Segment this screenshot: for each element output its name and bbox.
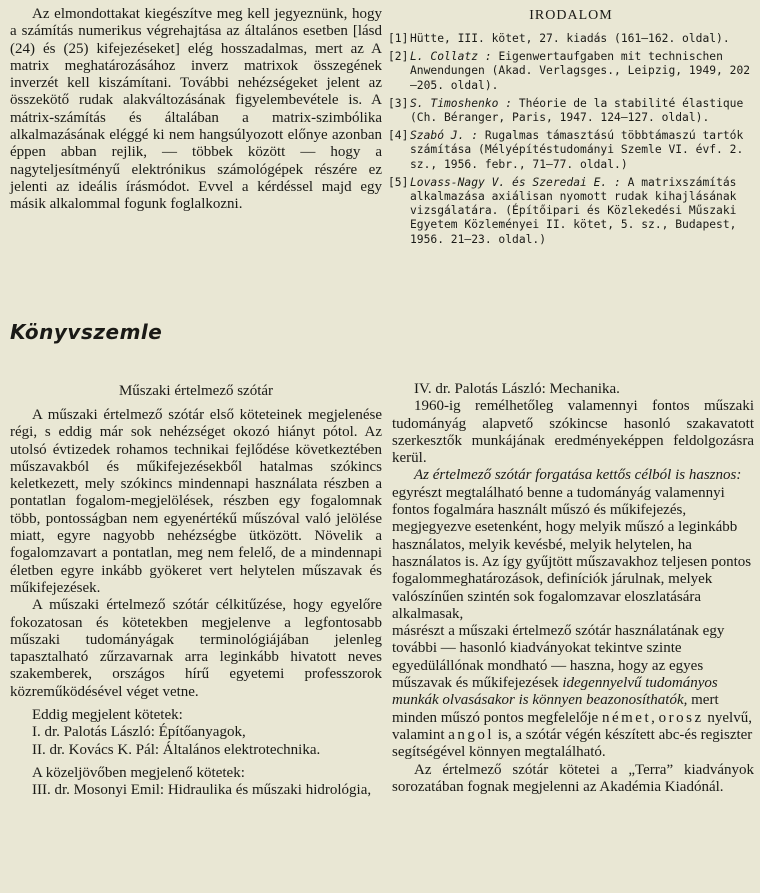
reference-body: [410, 97, 754, 125]
reference-text: Hütte, III. kötet, 27. kiadás (161—162. oldal).: [410, 32, 730, 45]
reference-text: Eigenwertaufgaben mit technischen Anwendungen (Akad. Verlagsges., Leipzig, 1949, 202—205. oldal).: [410, 50, 751, 92]
upcoming-label: A közeljövőben megjelenő kötetek:: [32, 764, 245, 781]
reference-body: [410, 129, 754, 172]
references-block: [388, 8, 754, 251]
reference-number: [1]: [388, 32, 409, 45]
reason-2-part-c: nyelvű, valamint: [392, 709, 752, 743]
reference-number: [5]: [388, 175, 409, 189]
language-russian: orosz: [658, 709, 704, 726]
section-title: Könyvszemle: [10, 320, 163, 344]
intro-column: [10, 6, 382, 214]
references-list: [388, 32, 754, 247]
reference-text: Théorie de la stabilité élastique (Ch. Béranger, Paris, 1947. 124—127. oldal).: [410, 96, 744, 125]
reference-body: [410, 50, 754, 93]
reference-item: [388, 97, 754, 125]
reference-author: Lovass-Nagy V. és Szeredai E. :: [410, 175, 621, 189]
reference-item: [388, 50, 754, 93]
article-paragraph-2: A műszaki értelmező szótár célkitűzése, hogy egyelőre fokozatosan és kötetekben megjelenve a legfontosabb műszaki tudományágak terminológiájában jelenleg tapasztalható zűrzavarnak arra leginkább hivatott neves szakemberek, országos hírű egyetemi professzorok közreműködésével véget vetne.: [10, 597, 382, 700]
published-label: Eddig megjelent kötetek:: [32, 707, 183, 724]
reference-number: [4]: [388, 129, 409, 143]
volume-2: II. dr. Kovács K. Pál: Általános elektrotechnika.: [32, 741, 321, 758]
reason-2-part-d: is, a szótár végén készített abc-és regiszter segítségével könnyen megtalálható.: [392, 726, 753, 761]
reason-2-part-a: másrészt a műszaki értelmező szótár használatának egy további — hasonló kiadványokat tekintve szinte egyedülállónak mondható — haszna, hogy az egyes műszavak és műkifejezések: [392, 623, 725, 692]
reference-item: [388, 176, 754, 247]
article-paragraph-3: 1960-ig remélhetőleg valamennyi fontos műszaki tudományág alapvető szókincse hasonló szakavatott szerkesztők munkájának eredményeképpen feldolgozásra kerül.: [392, 398, 754, 467]
article-title: Műszaki értelmező szótár: [118, 383, 274, 399]
reason-2-emphasis: idegennyelvű tudományos munkák olvasásakor is könnyen beazonosíthatók,: [392, 675, 718, 709]
article-left-column: [10, 383, 382, 800]
reason-1: egyrészt megtalálható benne a tudományág valamennyi fontos fogalmára használt műszó és műkifejezés, megjegyezve esetenként, hogy melyik műszó a leginkább használatos, melyik kevésbé, melyik helytelen, ha használatos is. Az így gyűjtött műszavakhoz teljesen pontos fogalommeghatározások, definíciók járulnak, melyek valószínűen szintén sok fogalomzavar eloszlatására alkalmasak,: [392, 484, 752, 622]
closing-paragraph: Az értelmező szótár kötetei a „Terra” kiadványok sorozatában fognak megjelenni az Akadémia Kiadónál.: [392, 761, 754, 795]
language-german: német: [601, 709, 652, 726]
dual-use-heading: Az értelmező szótár forgatása kettős célból is hasznos:: [414, 467, 742, 484]
article-right-column: [392, 381, 754, 796]
reference-author: S. Timoshenko :: [410, 96, 513, 110]
references-title: IRODALOM: [529, 8, 613, 23]
reference-body: [410, 176, 754, 247]
reference-body: [410, 32, 754, 46]
reference-text: Rugalmas támasztású többtámaszú tartók számítása (Mélyépítéstudományi Szemle VI. évf. 2. sz., 1956. febr., 71—77. oldal.): [410, 129, 744, 171]
reference-author: L. Collatz :: [410, 50, 492, 64]
intro-paragraph: Az elmondottakat kiegészítve meg kell jegyeznünk, hogy a számítás numerikus végrehajtása az általános esetben [lásd (24) és (25) kifejezéseket] elég hosszadalmas, mert az A matrix meghatározásához inverz matrixok összegének inverzét kell kiszámítani. További nehézségeket jelent az összekötő rudak alakváltozásának figyelembevétele is. A mátrix-számítás és általában a matrix-szimbólika alkalmazásának eléggé ki nem hangsúlyozott előnye azonban éppen abban rejlik, — többek között — hogy a nagyteljesítményű elektrónikus számológépek részére ez jelenti az ideális írásmódot. Evvel a kérdéssel majd egy másik alkalommal fogunk foglalkozni.: [10, 6, 382, 213]
article-paragraph-1: A műszaki értelmező szótár első köteteinek megjelenése régi, s eddig már sok nehézséget okozó hiányt pótol. Az utolsó évtizedek rohamos technikai fejlődése következtében műszavakból és műkifejezésekből hatalmas szókincs keletkezett, mely szókincs mindennapi használata részben a pontatlan fogalom-megjelölések, részben egy fogalomnak több, pontosságban nem egyenértékű műszóval való jelölése miatt, egyre nagyobb nehézségbe ütközött. Növelik a fogalomzavart a pontatlan, meg nem felelő, de a mindennapi életben egyre inkább gyökeret vert helytelen műszavak és műkifejezések.: [10, 407, 382, 596]
reference-item: [388, 32, 754, 46]
language-english: angol: [448, 726, 495, 743]
reference-text: A matrixszámítás alkalmazása axiálisan nyomott rudak kihajlásának vizsgálatára. (Építőipari és Közlekedési Műszaki Egyetem Közleményei II. kötet, 5. sz., Budapest, 1956. 21—23. oldal.): [410, 175, 737, 246]
reference-author: Szabó J. :: [410, 129, 479, 143]
reason-2-part-b: mert minden műszó pontos megfelelője: [392, 692, 719, 726]
reference-number: [3]: [388, 96, 409, 110]
volume-3: III. dr. Mosonyi Emil: Hidraulika és műszaki hidrológia,: [32, 782, 372, 799]
volume-4: IV. dr. Palotás László: Mechanika.: [414, 381, 620, 397]
volume-1: I. dr. Palotás László: Építőanyagok,: [32, 724, 246, 741]
reason-2: másrészt a műszaki értelmező szótár használatának egy további — hasonló kiadványokat tekintve szinte egyedülállónak mondható — haszna, hogy az egyes műszavak és műkifejezések idegennyelvű tudományos munkák olvasásakor is könnyen beazonosíthatók, mert minden műszó pontos megfelelője német, orosz nyelvű, valamint angol is, a szótár végén készített abc-és regiszter segítségével könnyen megtalálható.: [392, 623, 753, 761]
reference-item: [388, 129, 754, 172]
reference-number: [2]: [388, 50, 409, 64]
